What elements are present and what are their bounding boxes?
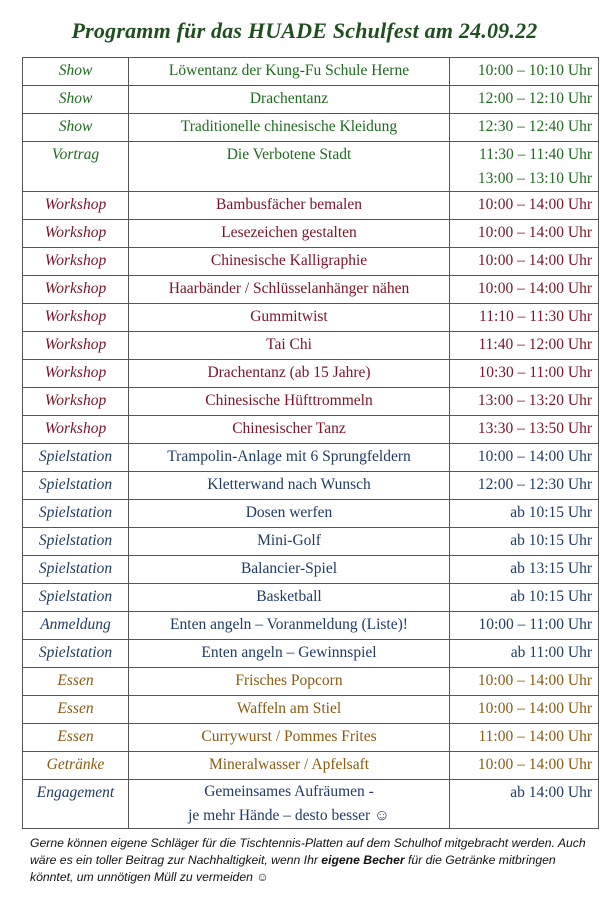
time-value: 11:40 – 12:00 Uhr [478, 336, 592, 353]
event-name: Dosen werfen [245, 504, 333, 521]
event-cell [129, 58, 450, 86]
category-cell: Spielstation [23, 584, 129, 612]
table-row [23, 142, 599, 192]
event-name: Trampolin-Anlage mit 6 Sprungfeldern [167, 448, 411, 465]
time-value: 10:30 – 11:00 Uhr [478, 364, 592, 381]
category-cell: Workshop [23, 248, 129, 276]
category-cell: Workshop [23, 220, 129, 248]
event-cell [129, 752, 450, 780]
event-cell [129, 304, 450, 332]
time-value-2: 13:00 – 13:10 Uhr [477, 170, 592, 187]
table-row [23, 304, 599, 332]
table-row [23, 276, 599, 304]
table-row [23, 780, 599, 829]
category-cell: Workshop [23, 416, 129, 444]
time-value: 10:00 – 14:00 Uhr [477, 280, 592, 297]
event-name: Drachentanz (ab 15 Jahre) [207, 364, 371, 381]
time-value: 10:00 – 14:00 Uhr [477, 448, 592, 465]
time-cell [450, 528, 599, 556]
event-name: Enten angeln – Voranmeldung (Liste)! [170, 616, 408, 633]
table-row [23, 192, 599, 220]
event-name: Haarbänder / Schlüsselanhänger nähen [168, 280, 410, 297]
time-cell [450, 220, 599, 248]
category-cell: Workshop [23, 360, 129, 388]
event-name: Tai Chi [266, 336, 312, 353]
event-cell [129, 416, 450, 444]
table-row [23, 500, 599, 528]
event-cell [129, 192, 450, 220]
time-cell [450, 668, 599, 696]
time-value: 12:30 – 12:40 Uhr [477, 118, 592, 135]
category-cell: Spielstation [23, 444, 129, 472]
time-value: ab 10:15 Uhr [510, 504, 592, 521]
time-value: 10:00 – 14:00 Uhr [477, 196, 592, 213]
event-cell [129, 360, 450, 388]
time-cell [450, 444, 599, 472]
event-cell [129, 444, 450, 472]
time-value: 10:00 – 14:00 Uhr [477, 672, 592, 689]
event-name: Löwentanz der Kung-Fu Schule Herne [168, 62, 410, 79]
event-cell [129, 86, 450, 114]
footer-note [30, 835, 595, 886]
event-name: Currywurst / Pommes Frites [201, 728, 377, 745]
time-cell [450, 360, 599, 388]
time-cell [450, 780, 599, 829]
time-value: 10:00 – 14:00 Uhr [477, 224, 592, 241]
event-name: Enten angeln – Gewinnspiel [201, 644, 377, 661]
time-cell [450, 752, 599, 780]
event-cell [129, 612, 450, 640]
time-value: 10:00 – 11:00 Uhr [478, 616, 592, 633]
event-name: Gummitwist [250, 308, 328, 325]
time-cell [450, 612, 599, 640]
category-cell: Workshop [23, 388, 129, 416]
table-row [23, 696, 599, 724]
time-value: 12:00 – 12:10 Uhr [477, 90, 592, 107]
category-cell: Vortrag [23, 142, 129, 192]
category-cell: Spielstation [23, 500, 129, 528]
table-row [23, 388, 599, 416]
note-text-1: Gerne können eigene Schläger für die Tischtennis-Platten auf dem Schulhof mitgebracht werden. Auch wäre es ein toller Beitrag zur Nachhaltigkeit, wenn Ihr [30, 836, 586, 867]
time-cell [450, 192, 599, 220]
event-name: Lesezeichen gestalten [221, 224, 357, 241]
time-value: 10:00 – 10:10 Uhr [477, 62, 592, 79]
event-cell [129, 388, 450, 416]
time-cell [450, 696, 599, 724]
event-cell [129, 220, 450, 248]
time-cell [450, 584, 599, 612]
table-row [23, 472, 599, 500]
event-name: Kletterwand nach Wunsch [207, 476, 371, 493]
time-cell [450, 472, 599, 500]
category-cell: Essen [23, 696, 129, 724]
time-value: 11:10 – 11:30 Uhr [479, 308, 592, 325]
event-name: Basketball [256, 588, 322, 605]
note-bold: eigene Becher [321, 853, 405, 867]
time-value: ab 10:15 Uhr [510, 588, 592, 605]
event-cell [129, 724, 450, 752]
event-name: Waffeln am Stiel [236, 700, 342, 717]
event-cell [129, 248, 450, 276]
category-cell: Workshop [23, 304, 129, 332]
table-row [23, 724, 599, 752]
category-cell: Anmeldung [23, 612, 129, 640]
event-name: Frisches Popcorn [235, 672, 343, 689]
time-cell [450, 500, 599, 528]
table-row [23, 668, 599, 696]
category-cell: Engagement [23, 780, 129, 829]
event-cell [129, 668, 450, 696]
time-cell [450, 388, 599, 416]
time-value: ab 11:00 Uhr [510, 644, 592, 661]
table-row [23, 640, 599, 668]
event-cell [129, 584, 450, 612]
time-cell [450, 332, 599, 360]
event-cell [129, 556, 450, 584]
time-value: 11:00 – 14:00 Uhr [478, 728, 592, 745]
table-row [23, 58, 599, 86]
time-cell [450, 556, 599, 584]
program-table [22, 57, 599, 829]
event-cell [129, 500, 450, 528]
event-name: Chinesische Kalligraphie [210, 252, 368, 269]
category-cell: Workshop [23, 332, 129, 360]
time-cell [450, 114, 599, 142]
event-name: Mini-Golf [257, 532, 321, 549]
event-name: Die Verbotene Stadt [226, 146, 352, 163]
event-cell [129, 142, 450, 192]
time-value: 11:30 – 11:40 Uhr [479, 146, 592, 163]
category-cell: Spielstation [23, 528, 129, 556]
category-cell: Show [23, 86, 129, 114]
table-row [23, 752, 599, 780]
table-row [23, 528, 599, 556]
table-row [23, 248, 599, 276]
time-cell [450, 58, 599, 86]
time-value: ab 10:15 Uhr [510, 532, 592, 549]
time-value: 12:00 – 12:30 Uhr [477, 476, 592, 493]
category-cell: Workshop [23, 192, 129, 220]
event-name: Traditionelle chinesische Kleidung [180, 118, 398, 135]
event-cell [129, 780, 450, 829]
time-value: 10:00 – 14:00 Uhr [477, 756, 592, 773]
time-cell [450, 142, 599, 192]
time-cell [450, 276, 599, 304]
table-row [23, 444, 599, 472]
table-row [23, 332, 599, 360]
table-row [23, 360, 599, 388]
time-cell [450, 724, 599, 752]
event-name: Bambusfächer bemalen [216, 196, 362, 213]
table-row [23, 416, 599, 444]
event-cell [129, 696, 450, 724]
time-cell [450, 640, 599, 668]
page-title: Programm für das HUADE Schulfest am 24.09.22 [71, 18, 538, 43]
event-cell [129, 528, 450, 556]
table-row [23, 220, 599, 248]
event-cell [129, 276, 450, 304]
category-cell: Essen [23, 668, 129, 696]
event-cell [129, 640, 450, 668]
event-name: Chinesische Hüfttrommeln [205, 392, 373, 409]
table-row [23, 114, 599, 142]
event-name: Balancier-Spiel [240, 560, 338, 577]
category-cell: Spielstation [23, 640, 129, 668]
time-value: 10:00 – 14:00 Uhr [477, 700, 592, 717]
event-name: Gemeinsames Aufräumen - [204, 783, 374, 800]
event-name-line2: je mehr Hände – desto besser ☺ [188, 807, 390, 824]
category-cell: Spielstation [23, 556, 129, 584]
category-cell: Show [23, 114, 129, 142]
time-cell [450, 304, 599, 332]
event-cell [129, 114, 450, 142]
event-cell [129, 332, 450, 360]
category-cell: Show [23, 58, 129, 86]
time-value: 10:00 – 14:00 Uhr [477, 252, 592, 269]
time-value: 13:00 – 13:20 Uhr [477, 392, 592, 409]
time-cell [450, 416, 599, 444]
event-name: Drachentanz [249, 90, 329, 107]
category-cell: Essen [23, 724, 129, 752]
event-name: Mineralwasser / Apfelsaft [208, 756, 370, 773]
event-name: Chinesischer Tanz [232, 420, 346, 437]
table-row [23, 556, 599, 584]
category-cell: Workshop [23, 276, 129, 304]
time-cell [450, 86, 599, 114]
table-row [23, 86, 599, 114]
event-cell [129, 472, 450, 500]
table-row [23, 612, 599, 640]
note-text-2: für die Getränke mitbringen könntet, um unnötigen Müll zu vermeiden ☺ [30, 853, 556, 884]
table-row [23, 584, 599, 612]
time-value: 13:30 – 13:50 Uhr [477, 420, 592, 437]
category-cell: Spielstation [23, 472, 129, 500]
time-cell [450, 248, 599, 276]
time-value: ab 14:00 Uhr [510, 784, 592, 801]
time-value: ab 13:15 Uhr [510, 560, 592, 577]
category-cell: Getränke [23, 752, 129, 780]
